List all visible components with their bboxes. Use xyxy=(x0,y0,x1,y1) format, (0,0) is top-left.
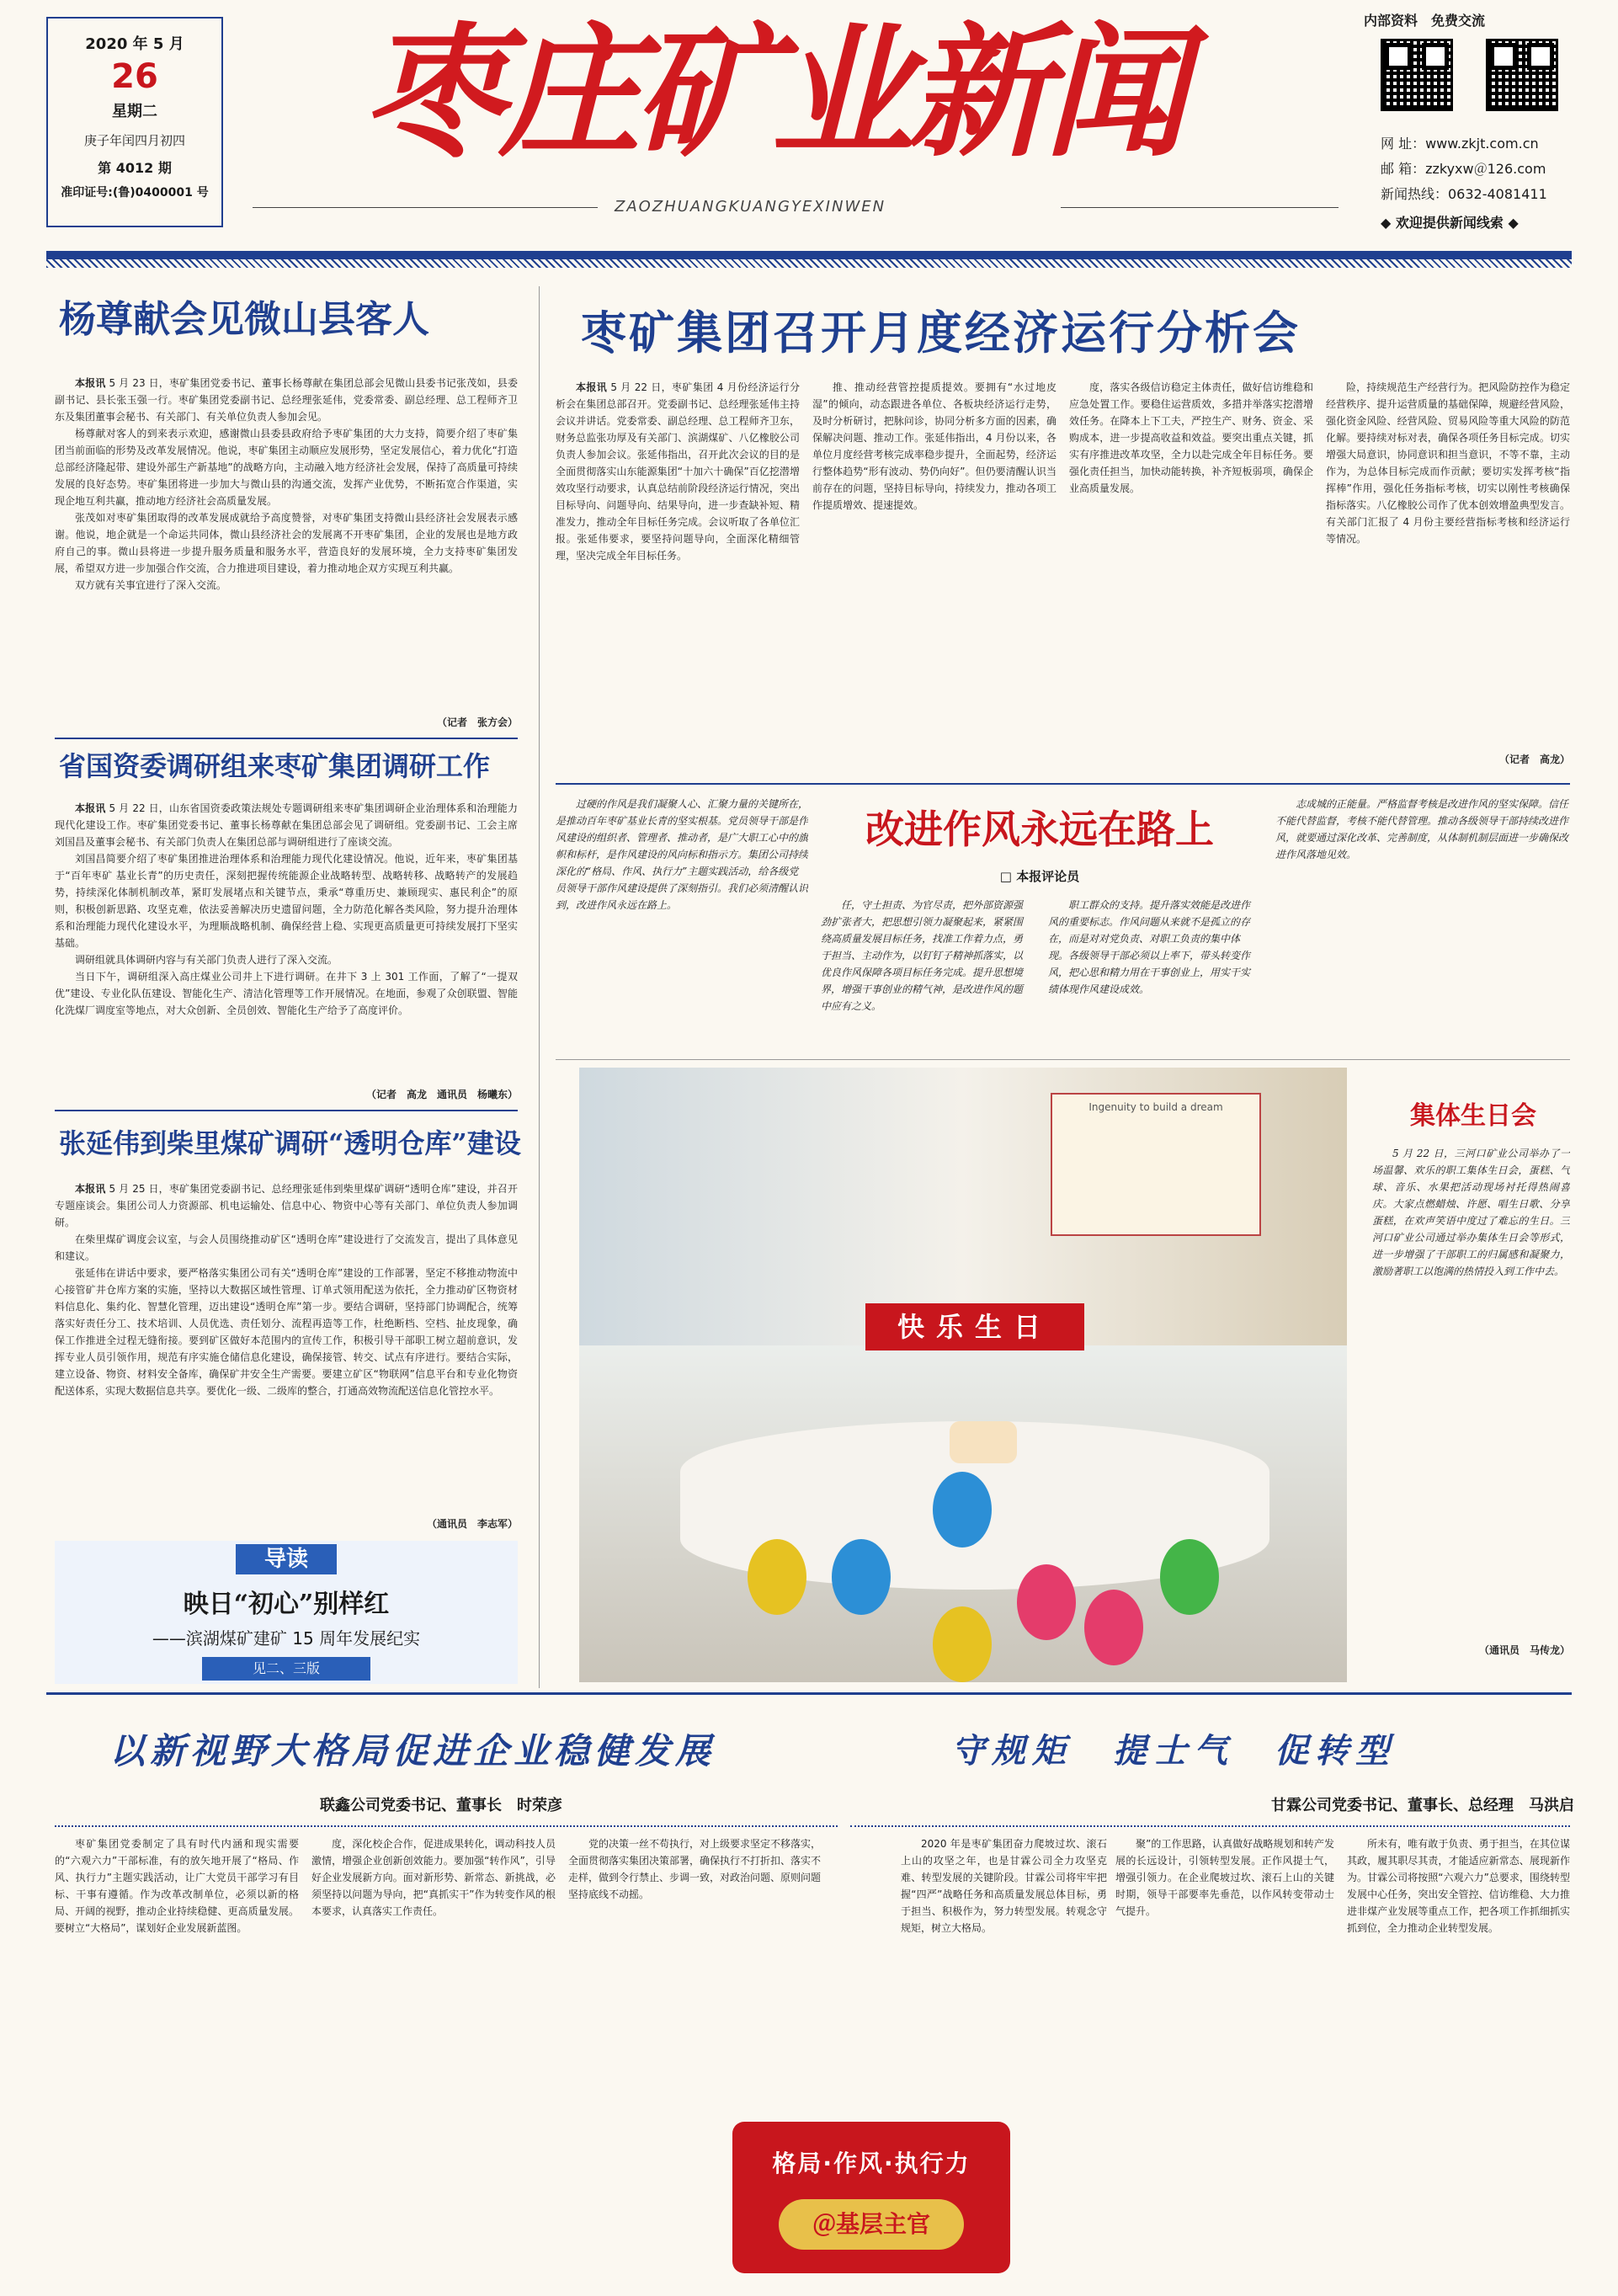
date-day: 26 xyxy=(111,57,158,96)
headline-yang: 杨尊献会见微山县客人 xyxy=(59,298,429,341)
lead: 本报讯 xyxy=(75,802,106,814)
article-monthly-col3: 度，落实各级信访稳定主体责任，做好信访维稳和应急处置工作。要稳住运营质效，多措并举落实挖潜增效任务。在降本上下工夫，严控生产、财务、资金、采购成本，进一步提高收益和效益。要突出重点关键，抓实有序推进改革攻坚，全力以赴完成全年目标任务。要强化责任担当，加快动能转换，补齐短板弱项，确保企业高质量发展。 xyxy=(1069,381,1313,494)
article-text: 5 月 23 日，枣矿集团党委书记、董事长杨尊献在集团总部会见微山县委书记张茂如，县委副书记、县长张玉强一行。枣矿集团党委副书记、总经理张延伟，党委常委、副总经理、总工程师齐卫东及集团董事会秘书、有关部门、有关单位负责人参加会见。 xyxy=(55,377,518,423)
balloon xyxy=(1084,1590,1143,1665)
article-text: 5 月 22 日，枣矿集团 4 月份经济运行分析会在集团总部召开。党委副书记、总经理张延伟主持会议并讲话。党委常委、副总经理、总工程师齐卫东，财务总监张功厚及有关部门、滨湖煤矿、八亿橡胶公司负责人参加会议。张延伟指出，召开此次会议的目的是全面贯彻落实山东能源集团“十加六十确保”百亿挖潜增效攻坚行动要求，认真总结前阶段经济运行情况，突出目标导向、问题导向、结果导向，进一步查缺补短、精准发力，推动全年目标任务完成。会议听取了各单位汇报。张延伟要求，要坚持问题导向，全面深化精细管理，坚决完成全年目标任务。 xyxy=(556,381,800,562)
guide-tag: 导读 xyxy=(236,1544,337,1574)
hotline: 新闻热线：0632-4081411 xyxy=(1381,186,1547,202)
reporter: （记者 高龙 通讯员 杨曦东） xyxy=(365,1089,518,1100)
article-text: 当日下午，调研组深入高庄煤业公司井上下进行调研。在井下 3 上 301 工作面，了解了“一提双优”建设、专业化队伍建设、智能化生产、清洁化管理等工作开展情况。在地面，参观了众创联盟、智能化洗煤厂调度室等地点，对大众创新、全员创效、智能化生产给予了高度评价。 xyxy=(55,971,518,1016)
headline-siasac: 省国资委调研组来枣矿集团调研工作 xyxy=(59,750,491,782)
banner-line1: 格局·作风·执行力 xyxy=(772,2150,971,2177)
article-monthly-col2: 推、推动经营管控提质提效。要拥有“水过地皮湿”的倾向，动态跟进各单位、各板块经济运行走势，及时分析研讨，把脉问诊，协同分析多方面的因素，确保解决问题、推动工作。张延伟指出，4 月份以来，各单位月度经营考核完成率稳步提升，全面起势，经济运行整体趋势“形有波动、势仍向好”。但仍要清醒认识当前存在的问题，坚持目标导向，持续发力，推动各项工作提质增效、提速提效。 xyxy=(812,381,1056,511)
website: 网 址：www.zkjt.com.cn xyxy=(1381,136,1539,152)
balloon xyxy=(748,1539,806,1615)
date-year-month: 2020 年 5 月 xyxy=(85,35,184,53)
bottom-left-col1: 枣矿集团党委制定了具有时代内涵和现实需要的“六观六力”干部标准，有的放矢地开展了“格局、作风、执行力”主题实践活动，让广大党员干部学习有目标、干事有遵循。作为改革改制单位，必须以新的格局、开阔的视野，推动企业持续稳健、更高质量发展。要树立“大格局”，谋划好企业发展新蓝图。 xyxy=(55,1838,299,1934)
reporter: （通讯员 马传龙） xyxy=(1478,1644,1570,1656)
lead: 本报讯 xyxy=(75,1183,106,1195)
section-rule xyxy=(46,1692,1572,1695)
divider xyxy=(55,1110,518,1111)
headline-bottom-right: 守规矩 提士气 促转型 xyxy=(951,1731,1396,1771)
balloon xyxy=(832,1539,891,1615)
balloon xyxy=(933,1472,992,1548)
banner-line2: ＠基层主官 xyxy=(779,2199,964,2250)
photo-cake xyxy=(950,1421,1017,1463)
byline-bottom-right: 甘霖公司党委书记、董事长、总经理 马洪启 xyxy=(1271,1797,1574,1814)
article-text: 5 月 25 日，枣矿集团党委副书记、总经理张延伟到柴里煤矿调研“透明仓库”建设，并召开专题座谈会。集团公司人力资源部、机电运输处、信息中心、物资中心等有关部门、单位负责人参加调研。 xyxy=(55,1183,518,1228)
article-text: 调研组就具体调研内容与有关部门负责人进行了深入交流。 xyxy=(75,954,338,966)
guide-box[interactable] xyxy=(55,1541,518,1684)
birthday-text: 5 月 22 日，三河口矿业公司举办了一场温馨、欢乐的职工集体生日会，蛋糕、气球、音乐、水果把活动现场衬托得热闹喜庆。大家点燃蜡烛、许愿、唱生日歌、分享蛋糕，在欢声笑语中度过了难忘的生日。三河口矿业公司通过举办集体生日会等形式，进一步增强了干部职工的归属感和凝聚力，激励著职工以饱满的热情投入到工作中去。 xyxy=(1372,1148,1570,1277)
article-text: 杨尊献对客人的到来表示欢迎，感谢微山县委县政府给予枣矿集团的大力支持，简要介绍了枣矿集团当前面临的形势及改革发展情况。他说，枣矿集团主动顺应发展形势，坚定发展信心，着力优化“打造总部经济隆起带、建设外部生产新基地”的战略方向，主动融入地方经济社会发展，保持了高质量可持续发展的良好态势。枣矿集团将进一步加大与微山县的沟通交流，发挥产业优势，不断拓宽合作渠道，实现企地互利共赢，推动地方经济社会高质量发展。 xyxy=(55,428,518,507)
divider xyxy=(556,783,1570,785)
headline-bottom-left: 以新视野大格局促进企业稳健发展 xyxy=(109,1730,716,1771)
date-weekday: 星期二 xyxy=(112,103,157,120)
article-text: 双方就有关事宜进行了深入交流。 xyxy=(75,579,227,591)
lead: 本报讯 xyxy=(576,381,608,393)
photo-banner-text: Ingenuity to build a dream xyxy=(1088,1101,1223,1113)
lead: 本报讯 xyxy=(75,377,106,389)
masthead-rule-left xyxy=(253,207,598,208)
reporter: （记者 张方会） xyxy=(436,717,518,728)
headline-style: 改进作风永远在路上 xyxy=(865,807,1214,852)
editorial-col4: 志成城的正能量。严格监督考核是改进作风的坚实保障。信任不能代替监督，考核不能代替管理。推动各级领导干部持续改进作风，就要通过深化改革、完善制度，从体制机制层面进一步确保改进作风落地见效。 xyxy=(1275,798,1569,860)
article-yang-body xyxy=(55,375,518,711)
guide-see: 见二、三版 xyxy=(202,1657,370,1681)
article-text: 张延伟在讲话中要求，要严格落实集团公司有关“透明仓库”建设的工作部署，坚定不移推动物流中心接管矿井仓库方案的实施，坚持以大数据区域性管理、订单式领用配送为依托，全力推动矿区物资材料信息化、集约化、智慧化管理，迈出建设“透明仓库”第一步。要结合调研，坚持部门协调配合，统筹落实好责任分工、技术培训、人员优选、责任划分、流程再造等工作，杜绝断档、空档、扯皮现象，确保工作推进全过程无缝衔接。要到矿区做好本范围内的宣传工作，积极引导干部职工树立超前意识，发挥专业人员引领作用，规范有序实施仓储信息化建设，确保接管、转交、试点有序进行。要结合实际，建立设备、物资、材料安全备库，确保矿井安全生产需要。要建立矿区“物联网”信息平台和专业化物资配送体系，实现大数据信息共享。要优化一级、二级库的整合，打通高效物流配送信息化管控水平。 xyxy=(55,1267,518,1397)
balloon xyxy=(933,1606,992,1682)
headline-zhang: 张延伟到柴里煤矿调研“透明仓库”建设 xyxy=(59,1127,521,1159)
newspaper-pinyin: ZAOZHUANGKUANGYEXINWEN xyxy=(615,198,886,216)
article-monthly-col1 xyxy=(556,379,800,775)
article-siasac-body xyxy=(55,800,518,1086)
photo-banner xyxy=(1051,1093,1261,1236)
masthead-rule-right xyxy=(1061,207,1339,208)
dotted-rule xyxy=(850,1825,1570,1827)
column-rule xyxy=(539,286,540,1688)
bottom-left-col2: 度，深化校企合作，促进成果转化，调动科技人员激情，增强企业创新创效能力。要加强“转作风”，引导好企业发展新方向。面对新形势、新常态、新挑战，必须坚持以问题为导向，把“真抓实干”作为转变作风的根本要求，认真落实工作责任。 xyxy=(311,1838,556,1917)
date-box xyxy=(46,17,223,227)
reporter: （记者 高龙） xyxy=(1498,754,1570,765)
editorial-byline: □ 本报评论员 xyxy=(999,869,1080,884)
editorial-col1: 过硬的作风是我们凝聚人心、汇聚力量的关键所在，是推动百年枣矿基业长青的坚实根基。党员领导干部是作风建设的组织者、管理者、推动者，是广大职工心中的旗帜和标杆，是作风建设的风向标和指示方。集团公司持续深化的“格局、作风、执行力”主题实践活动，给各级党员领导干部作风建设提供了深刻指引。我们必须清醒认识到，改进作风永远在路上。 xyxy=(556,798,808,911)
bottom-right-col2: 聚”的工作思路，认真做好战略规划和转产发展的长远设计，引领转型发展。正作风提士气，增强引领力。在企业爬坡过坎、滚石上山的关键时期，领导干部要率先垂范，以作风转变带动士气提升。 xyxy=(1115,1838,1334,1917)
email: 邮 箱：zzkyxw＠126.com xyxy=(1381,161,1546,177)
qr-code-1 xyxy=(1381,39,1453,111)
newspaper-title: 枣庄矿业新闻 xyxy=(362,8,1181,177)
divider xyxy=(556,1059,1570,1060)
article-text: 5 月 22 日，山东省国资委政策法规处专题调研组来枣矿集团调研企业治理体系和治理能力现代化建设工作。枣矿集团党委书记、董事长杨尊献在集团总部会见了调研组。党委副书记、工会主席刘国昌及董事会秘书、有关部门负责人在集团总部与调研组进行了座谈交流。 xyxy=(55,802,518,848)
photo-sign: 快乐生日 xyxy=(865,1303,1084,1350)
article-monthly-col4: 险，持续规范生产经营行为。把风险防控作为稳定经营秩序、提升运营质量的基础保障，规避经营风险，强化资金风险、经营风险、贸易风险等重大风险的防范化解。要持续对标对表，确保各项任务目标完成。切实增强大局意识，协同意识和担当意识，不等不靠，主动作为，为总体目标完成而作贡献；要切实发挥考核“指挥棒”作用，强化任务指标考核，切实以刚性考核确保指标落实。八亿橡胶公司作了优本创效增盈典型发言。有关部门汇报了 4 月份主要经营指标考核和经济运行等情况。 xyxy=(1326,381,1570,545)
masthead xyxy=(0,0,1618,282)
balloon xyxy=(1017,1564,1076,1640)
guide-title: 映日“初心”别样红 xyxy=(183,1590,390,1619)
headline-monthly: 枣矿集团召开月度经济运行分析会 xyxy=(581,306,1301,360)
birthday-photo xyxy=(579,1068,1347,1682)
qr-code-2 xyxy=(1486,39,1558,111)
reporter: （通讯员 李志军） xyxy=(426,1518,518,1530)
internal-note: 内部资料 免费交流 xyxy=(1364,13,1486,29)
masthead-bottom-rule xyxy=(46,251,1572,259)
bottom-left-col3: 党的决策一丝不苟执行，对上级要求坚定不移落实，全面贯彻落实集团决策部署，确保执行不打折扣、落实不走样，做到令行禁止、步调一致，对政治问题、原则问题坚持底线不动摇。 xyxy=(568,1838,821,1900)
welcome-note: ◆ 欢迎提供新闻线索 ◆ xyxy=(1381,215,1519,231)
dotted-rule xyxy=(55,1825,838,1827)
editorial-col3: 职工群众的支持。提升落实效能是改进作风的重要标志。作风问题从来就不是孤立的存在，而是对对党负责、对职工负责的集中体现。各级领导干部必须以上率下，带头转变作风，把心思和精力用在干事创业上，用实干实绩体现作风建设成效。 xyxy=(1048,899,1251,995)
divider xyxy=(55,738,518,739)
balloon xyxy=(1160,1539,1219,1615)
editorial-col2: 任，守土担责、为官尽责，把外部资源强劲扩张者大，把思想引领力凝聚起来，紧紧围绕高质量发展目标任务，找准工作着力点，勇于担当、主动作为，以钉钉子精神抓落实，以优良作风保障各项目标任务完成。提升思想境界，增强干事创业的精气神，是改进作风的题中应有之义。 xyxy=(821,899,1024,1012)
byline-bottom-left: 联鑫公司党委书记、董事长 时荣彦 xyxy=(320,1797,562,1814)
issue-number: 第 4012 期 xyxy=(98,160,172,176)
permit-number: 准印证号:(鲁)0400001 号 xyxy=(61,186,209,200)
date-lunar: 庚子年闰四月初四 xyxy=(83,133,185,148)
article-zhang-body xyxy=(55,1180,518,1517)
masthead-hatch xyxy=(46,259,1572,268)
bottom-right-col3: 所未有，唯有敢于负责、勇于担当，在其位谋其政，履其职尽其责，才能适应新常态、展现新作为。甘霖公司将按照“六观六力”总要求，围绕转型发展中心任务，突出安全管控、信访维稳、大力推进非煤产业发展等重点工作，把各项工作抓细抓实抓到位，全力推动企业转型发展。 xyxy=(1347,1838,1570,1934)
birthday-title: 集体生日会 xyxy=(1410,1101,1536,1131)
article-text: 刘国昌简要介绍了枣矿集团推进治理体系和治理能力现代化建设情况。他说，近年来，枣矿集团基于“百年枣矿 基业长青”的历史责任，深刻把握传统能源企业战略转型、战略转移、战略转产的发展趋势，持续深化体制机制改革，紧盯发展堵点和关键节点，秉承“尊重历史、兼顾现实、惠民利企”的原则，积极创新思路、攻坚克难，依法妥善解决历史遗留问题，全力防范化解各类风险，努力提升治理体系和治理能力现代化建设水平，为理顺战略机制、确保经营上稳、实现更高质量更可持续发展打下坚实基础。 xyxy=(55,853,518,949)
guide-subtitle: ——滨湖煤矿建矿 15 周年发展纪实 xyxy=(152,1628,421,1649)
bottom-right-col1: 2020 年是枣矿集团奋力爬坡过坎、滚石上山的攻坚之年，也是甘霖公司全力攻坚克难、转型发展的关键阶段。甘霖公司将牢牢把握“四严”战略任务和高质量发展总体目标，勇于担当、积极作为，努力转型发展。转观念守规矩，树立大格局。 xyxy=(901,1838,1107,1934)
article-text: 张茂如对枣矿集团取得的改革发展成就给予高度赞誉，对枣矿集团支持微山县经济社会发展表示感谢。他说，地企就是一个命运共同体，微山县经济社会的发展离不开枣矿集团，企业的发展也是地方政府自己的事。微山县将进一步提升服务质量和服务水平，营造良好的发展环境，全力支持枣矿集团发展，希望双方进一步加强合作交流，合力推进项目建设，着力推动地企双方实现互利共赢。 xyxy=(55,512,518,574)
article-text: 在柴里煤矿调度会议室，与会人员围绕推动矿区“透明仓库”建设进行了交流发言，提出了具体意见和建议。 xyxy=(55,1233,518,1262)
